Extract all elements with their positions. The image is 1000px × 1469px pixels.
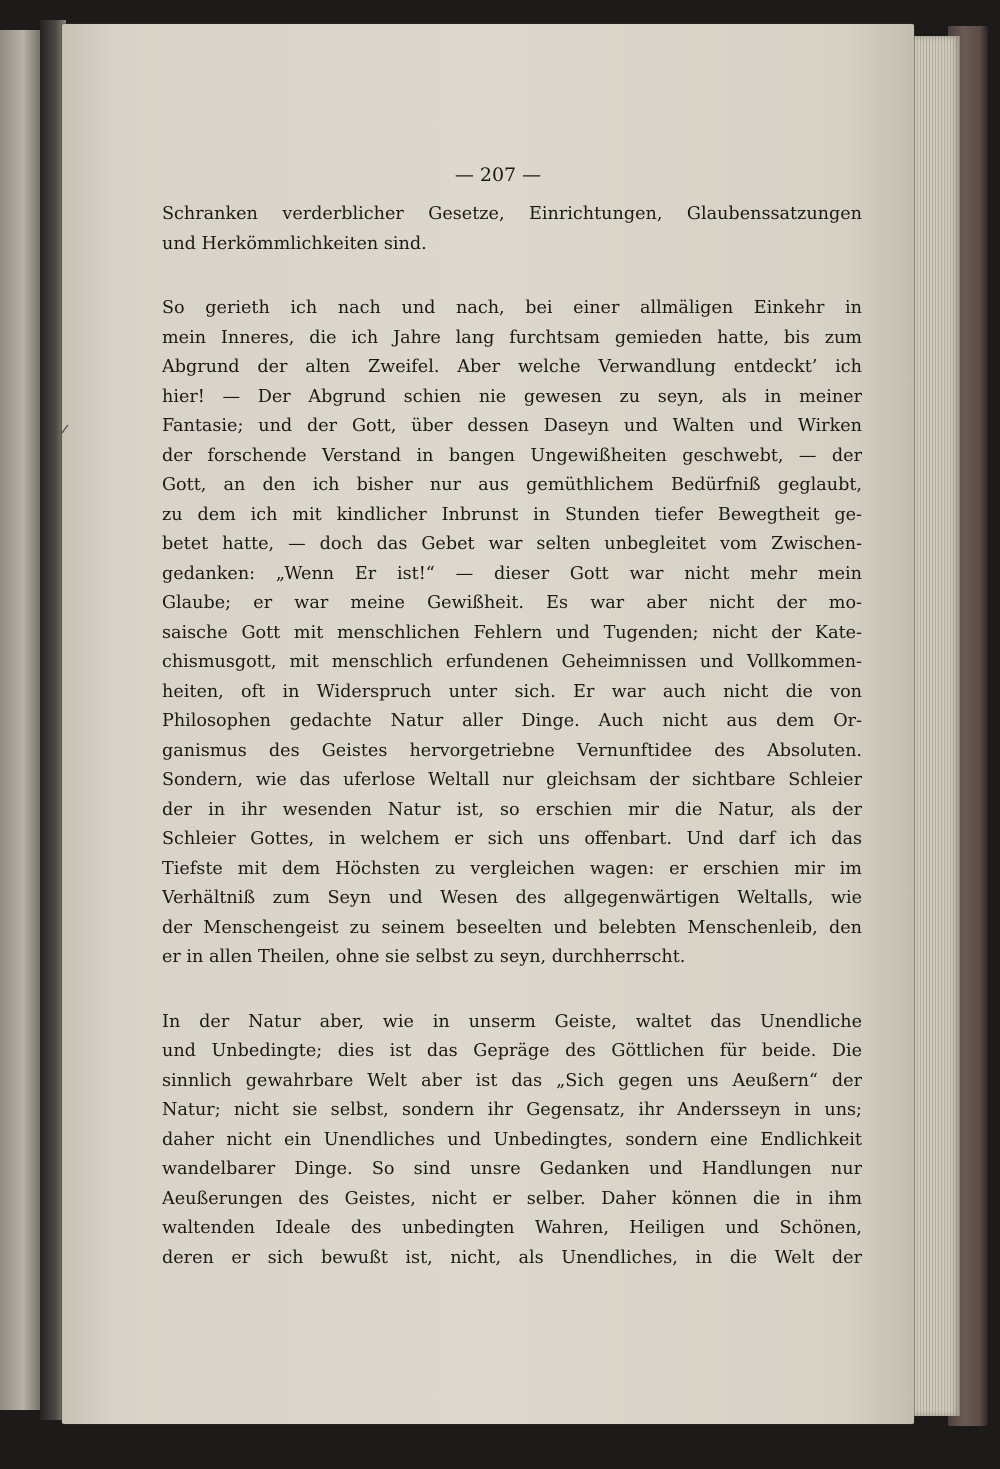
paragraph bbox=[162, 200, 862, 259]
text-line: saische Gott mit menschlichen Fehlern und Tugenden; nicht der Kate- bbox=[162, 622, 862, 643]
text-line: Verhältniß zum Seyn und Wesen des allgegenwärtigen Weltalls, wie bbox=[162, 888, 862, 908]
text-line: zu dem ich mit kindlicher Inbrunst in Stunden tiefer Bewegtheit ge- bbox=[162, 504, 862, 525]
text-line: Aeußerungen des Geistes, nicht er selber. Daher können die in ihm bbox=[162, 1188, 862, 1209]
text-line: waltenden Ideale des unbedingten Wahren, Heiligen und Schönen, bbox=[162, 1218, 862, 1238]
book-page bbox=[58, 24, 914, 1424]
text-line: mein Inneres, die ich Jahre lang furchtsam gemieden hatte, bis zum bbox=[162, 327, 862, 348]
text-line: der in ihr wesenden Natur ist, so erschien mir die Natur, als der bbox=[162, 799, 862, 820]
text-line: und Unbedingte; dies ist das Gepräge des Göttlichen für beide. Die bbox=[162, 1041, 862, 1061]
text-line: Schleier Gottes, in welchem er sich uns offenbart. Und darf ich das bbox=[162, 829, 862, 849]
text-line: betet hatte, — doch das Gebet war selten unbegleitet vom Zwischen- bbox=[162, 534, 862, 554]
text-line: Sondern, wie das uferlose Weltall nur gleichsam der sichtbare Schleier bbox=[162, 770, 862, 790]
text-line: In der Natur aber, wie in unserm Geiste, waltet das Unendliche bbox=[162, 1011, 862, 1032]
text-line: Tiefste mit dem Höchsten zu vergleichen wagen: er erschien mir im bbox=[162, 858, 862, 879]
text-line: Gott, an den ich bisher nur aus gemüthlichem Bedürfniß geglaubt, bbox=[162, 475, 862, 495]
text-line: er in allen Theilen, ohne sie selbst zu seyn, durchherrscht. bbox=[162, 947, 686, 967]
text-line: deren er sich bewußt ist, nicht, als Unendliches, in die Welt der bbox=[162, 1247, 862, 1268]
text-line: Schranken verderblicher Gesetze, Einrichtungen, Glaubenssatzungen bbox=[162, 204, 862, 224]
text-line: Philosophen gedachte Natur aller Dinge. Auch nicht aus dem Or- bbox=[162, 711, 862, 731]
left-facing-page bbox=[0, 30, 42, 1410]
text-line: Natur; nicht sie selbst, sondern ihr Gegensatz, ihr Andersseyn in uns; bbox=[162, 1100, 862, 1120]
text-line: heiten, oft in Widerspruch unter sich. Er war auch nicht die von bbox=[162, 681, 862, 702]
text-line: chismusgott, mit menschlich erfundenen Geheimnissen und Vollkommen- bbox=[162, 652, 862, 672]
text-line: ganismus des Geistes hervorgetriebne Vernunftidee des Absoluten. bbox=[162, 740, 862, 761]
text-line: wandelbarer Dinge. So sind unsre Gedanken und Handlungen nur bbox=[162, 1159, 862, 1179]
text-line: hier! — Der Abgrund schien nie gewesen zu seyn, als in meiner bbox=[162, 386, 862, 407]
text-line: Glaube; er war meine Gewißheit. Es war aber nicht der mo- bbox=[162, 593, 862, 613]
text-line: gedanken: „Wenn Er ist!“ — dieser Gott war nicht mehr mein bbox=[162, 563, 862, 584]
text-line: der forschende Verstand in bangen Ungewißheiten geschwebt, — der bbox=[162, 445, 862, 466]
paragraph bbox=[162, 294, 862, 973]
text-line: daher nicht ein Unendliches und Unbedingtes, sondern eine Endlichkeit bbox=[162, 1129, 862, 1150]
text-line: Abgrund der alten Zweifel. Aber welche Verwandlung entdeckt’ ich bbox=[162, 357, 862, 377]
text-line: So gerieth ich nach und nach, bei einer allmäligen Einkehr in bbox=[162, 298, 862, 318]
text-line: Fantasie; und der Gott, über dessen Daseyn und Walten und Wirken bbox=[162, 416, 862, 436]
margin-tick-mark: ✓ bbox=[58, 420, 72, 439]
text-line: und Herkömmlichkeiten sind. bbox=[162, 233, 427, 254]
paragraph bbox=[162, 1008, 862, 1274]
page-number: — 207 — bbox=[454, 164, 542, 186]
page-text bbox=[162, 200, 862, 1273]
text-line: der Menschengeist zu seinem beseelten und belebten Menschenleib, den bbox=[162, 917, 862, 938]
text-line: sinnlich gewahrbare Welt aber ist das „Sich gegen uns Aeußern“ der bbox=[162, 1070, 862, 1091]
